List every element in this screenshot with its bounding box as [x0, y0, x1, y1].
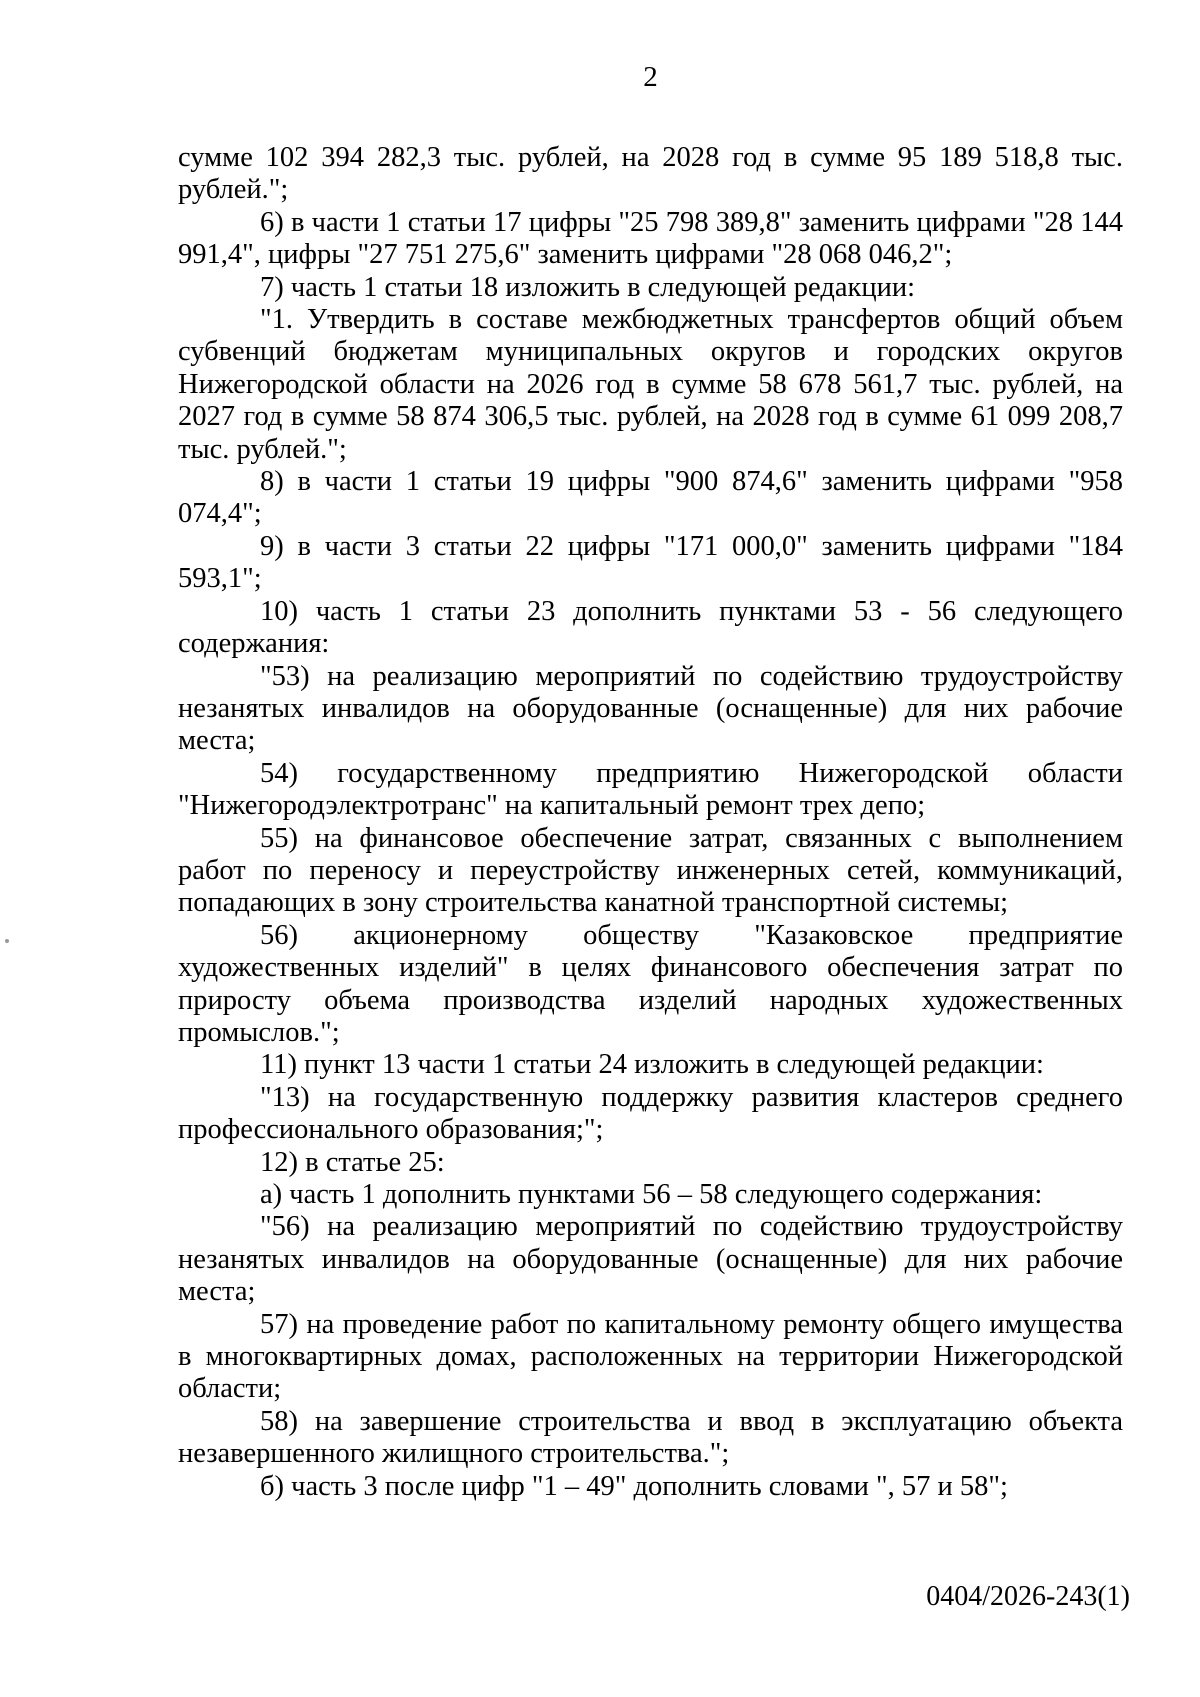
- paragraph: "56) на реализацию мероприятий по содействию трудоустройству незанятых инвалидов на оборудованные (оснащенные) для них рабочие места;: [178, 1211, 1123, 1308]
- paragraph: 12) в статье 25:: [260, 1146, 445, 1178]
- paragraph: 9) в части 3 статьи 22 цифры "171 000,0" заменить цифрами "184 593,1";: [178, 530, 1123, 595]
- paragraph: сумме 102 394 282,3 тыс. рублей, на 2028 год в сумме 95 189 518,8 тыс. рублей.";: [178, 142, 1123, 206]
- paragraph: б) часть 3 после цифр "1 – 49" дополнить словами ", 57 и 58";: [260, 1470, 1008, 1502]
- paragraph: 7) часть 1 статьи 18 изложить в следующей редакции:: [260, 271, 915, 303]
- document-body: [178, 142, 1123, 1503]
- paragraph: 55) на финансовое обеспечение затрат, связанных с выполнением работ по переносу и переустройству инженерных сетей, коммуникаций, попадающих в зону строительства канатной транспортной системы;: [178, 822, 1123, 919]
- paragraph: 58) на завершение строительства и ввод в эксплуатацию объекта незавершенного жилищного строительства.";: [178, 1405, 1123, 1470]
- paragraph: 54) государственному предприятию Нижегородской области "Нижегородэлектротранс" на капитальный ремонт трех депо;: [178, 757, 1123, 822]
- paragraph: 11) пункт 13 части 1 статьи 24 изложить в следующей редакции:: [260, 1049, 1044, 1081]
- paragraph: 10) часть 1 статьи 23 дополнить пунктами 53 - 56 следующего содержания:: [178, 595, 1123, 660]
- document-reference-number: 0404/2026-243(1): [926, 1581, 1130, 1612]
- scan-artifact-dot: [5, 939, 9, 943]
- paragraph: "1. Утвердить в составе межбюджетных трансфертов общий объем субвенций бюджетам муниципальных округов и городских округов Нижегородской области на 2026 год в сумме 58 678 561,7 тыс. рублей, на 2027 год в сумме 58 874 306,5 тыс. рублей, на 2028 год в сумме 61 099 208,7 тыс. рублей.";: [178, 304, 1123, 465]
- paragraph: 57) на проведение работ по капитальному ремонту общего имущества в многоквартирных домах, расположенных на территории Нижегородской области;: [178, 1308, 1123, 1405]
- paragraph: 56) акционерному обществу "Казаковское предприятие художественных изделий" в целях финансового обеспечения затрат по приросту объема производства изделий народных художественных промыслов.";: [178, 919, 1123, 1048]
- paragraph: 8) в части 1 статьи 19 цифры "900 874,6" заменить цифрами "958 074,4";: [178, 466, 1123, 530]
- paragraph: "53) на реализацию мероприятий по содействию трудоустройству незанятых инвалидов на оборудованные (оснащенные) для них рабочие места;: [178, 660, 1123, 757]
- page-number: 2: [643, 61, 658, 93]
- paragraph: "13) на государственную поддержку развития кластеров среднего профессионального образования;";: [178, 1081, 1123, 1146]
- paragraph: а) часть 1 дополнить пунктами 56 – 58 следующего содержания:: [260, 1179, 1043, 1210]
- paragraph: 6) в части 1 статьи 17 цифры "25 798 389,8" заменить цифрами "28 144 991,4", цифры "27 751 275,6" заменить цифрами "28 068 046,2";: [178, 206, 1123, 271]
